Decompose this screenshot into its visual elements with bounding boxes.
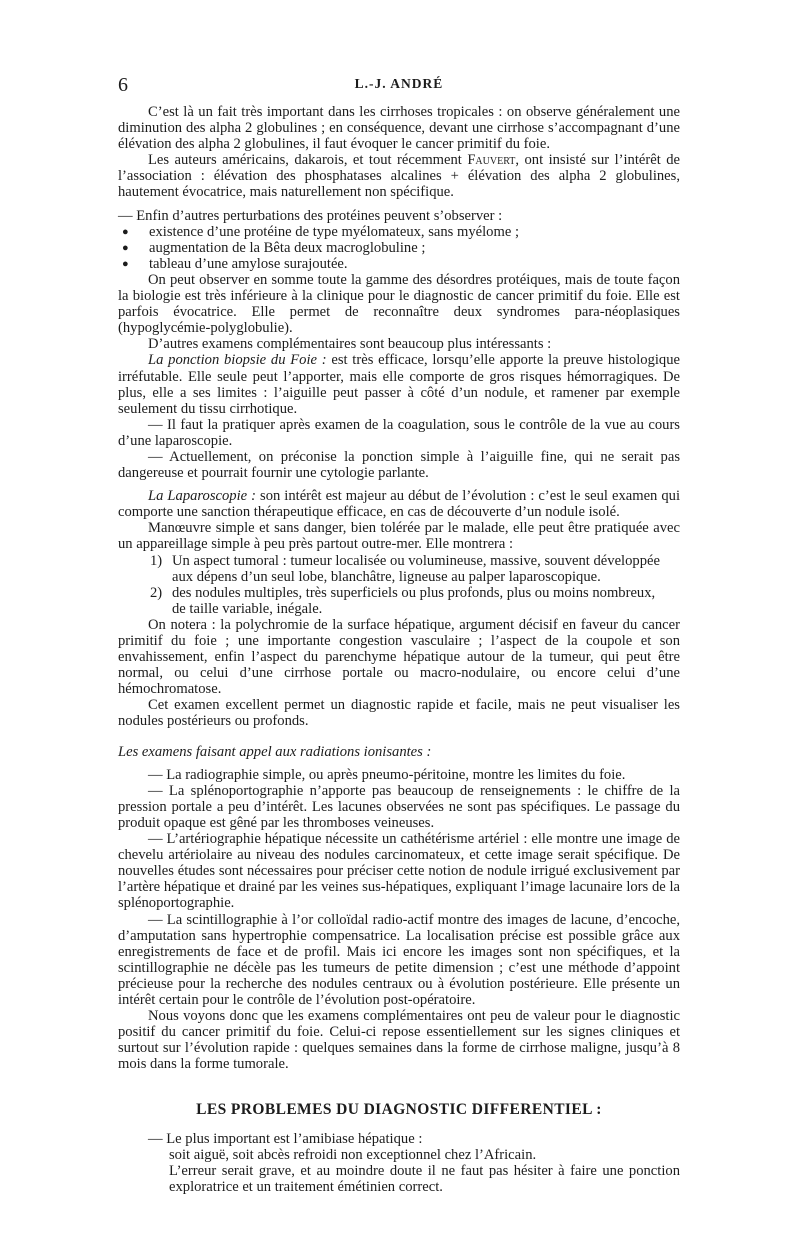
paragraph: — La radiographie simple, ou après pneumo-péritoine, montre les limites du foie.	[148, 766, 626, 783]
subsection-title: La Laparoscopie :	[148, 488, 257, 505]
bullet-item: ● existence d’une protéine de type myélomateux, sans myélome ;	[118, 224, 680, 240]
paragraph: C’est là un fait très important dans les cirrhoses tropicales : on observe généralement une diminution des alpha 2 globulines ; en conséquence, devant une cirrhose s’accompagnant d’une élévation des alpha 2 globulines, il faut évoquer le cancer primitif du foie.	[118, 104, 680, 153]
author-name: Fauvert	[467, 152, 516, 169]
paragraph: — Actuellement, on préconise la ponction simple à l’aiguille fine, qui ne serait pas dangereuse et pourrait fournir une cytologie parlante.	[118, 448, 680, 482]
section-title: LES PROBLEMES DU DIAGNOSTIC DIFFERENTIEL :	[196, 1101, 602, 1119]
paragraph: D’autres examens complémentaires sont beaucoup plus intéressants :	[148, 336, 552, 353]
paragraph: On notera : la polychromie de la surface hépatique, argument décisif en faveur du cancer primitif du foie ; une importante congestion vasculaire ; l’aspect de la coupole et son envahissement, enfin l’aspect du parenchyme hépatique autour de la tumeur, qui peut être normal, ou celui d’une cirrhose portale ou macro-nodulaire, ou encore celui d’une hémochromatose.	[118, 616, 680, 698]
paragraph	[118, 152, 680, 200]
paragraph: On peut observer en somme toute la gamme des désordres protéiques, mais de toute façon la biologie est très inférieure à la clinique pour le diagnostic de cancer primitif du foie. Elle est parfois évocatrice. Elle permet de reconnaître deux syndromes para-néoplasiques (hypoglycémie-polyglobulie).	[118, 271, 680, 337]
item-number: 2)	[150, 584, 163, 601]
paragraph: Manœuvre simple et sans danger, bien tolérée par le malade, elle peut être pratiquée avec un appareillage simple à peu près partout outre-mer. Elle montrera :	[118, 520, 680, 553]
subsection-title	[118, 744, 680, 760]
running-head: L.-J. ANDRÉ	[354, 76, 444, 91]
bullet-item: ● tableau d’une amylose surajoutée.	[118, 256, 680, 272]
item-number: 1)	[150, 552, 163, 569]
paragraph: — Le plus important est l’amibiase hépatique :	[148, 1130, 423, 1147]
paragraph-text: est très efficace, lorsqu’elle apporte la preuve histologique irréfutable. Elle seule peut l’apporter, mais elle comporte de gros risques hémorragiques. De plus, elle a ses limites : l’aiguille peut passer à côté d’un nodule, et ramener par exemple seulement du tissu cirrhotique.	[118, 352, 680, 417]
page-header	[118, 74, 680, 98]
item-text: Un aspect tumoral : tumeur localisée ou volumineuse, massive, souvent développée	[172, 552, 660, 569]
paragraph: — La splénoportographie n’apporte pas beaucoup de renseignements : le chiffre de la pression portale a peu d’intérêt. Les lacunes observées ne sont pas spécifiques. Le passage du produit opaque est gêné par les thromboses veineuses.	[118, 782, 680, 831]
paragraph	[118, 352, 680, 416]
page-number: 6	[118, 74, 128, 96]
paragraph: L’erreur serait grave, et au moindre doute il ne faut pas hésiter à faire une ponction exploratrice et un traitement émétinien correct.	[169, 1162, 680, 1195]
paragraph: — La scintillographie à l’or colloïdal radio-actif montre des images de lacune, d’encoche, d’amputation sans hypertrophie compensatrice. La localisation précise est possible grâce aux enregistrements de face et de profil. Mais ici encore les images sont non spécifiques, et la scintillographie ne décèle pas les tumeurs de petite dimension ; c’est une méthode d’appoint précieuse pour la recherche des nodules centraux ou à évolution postérieure. Elle présente un intérêt certain pour le contrôle de l’évolution post-opératoire.	[118, 911, 680, 1008]
paragraph: — Il faut la pratiquer après examen de la coagulation, sous le contrôle de la vue au cours d’une laparoscopie.	[118, 416, 680, 449]
paragraph: soit aiguë, soit abcès refroidi non exceptionnel chez l’Africain.	[169, 1146, 537, 1163]
subsection-title-text: Les examens faisant appel aux radiations ionisantes :	[118, 743, 432, 760]
document-body	[118, 104, 680, 1195]
numbered-item	[118, 585, 680, 617]
item-text: des nodules multiples, très superficiels ou plus profonds, plus ou moins nombreux,	[172, 584, 656, 601]
subsection-title: La ponction biopsie du Foie :	[148, 352, 327, 369]
bullet-item: ● augmentation de la Bêta deux macroglobuline ;	[118, 240, 680, 256]
paragraph-text: Les auteurs américains, dakarois, et tout récemment	[148, 152, 468, 169]
item-text: de taille variable, inégale.	[172, 600, 323, 617]
item-text: aux dépens d’un seul lobe, blanchâtre, ligneuse au palper laparoscopique.	[172, 568, 601, 585]
paragraph	[118, 488, 680, 520]
paragraph: — Enfin d’autres perturbations des protéines peuvent s’observer :	[118, 207, 503, 224]
paragraph-text: , ont insisté sur l’intérêt de l’association : élévation des phosphatases alcalines + élévation des alpha 2 globulines, hautement évocatrice, mais naturellement non spécifique.	[118, 152, 680, 201]
paragraph: Nous voyons donc que les examens complémentaires ont peu de valeur pour le diagnostic positif du cancer primitif du foie. Celui-ci repose essentiellement sur les signes cliniques et surtout sur l’évolution rapide : quelques semaines dans la forme de cirrhose maligne, jusqu’à 8 mois dans la forme tumorale.	[118, 1008, 680, 1073]
numbered-item	[118, 553, 680, 585]
paragraph-text: son intérêt est majeur au début de l’évolution : c’est le seul examen qui comporte une sanction thérapeutique efficace, en cas de découverte d’un nodule isolé.	[118, 488, 681, 521]
paragraph: Cet examen excellent permet un diagnostic rapide et facile, mais ne peut visualiser les nodules postérieurs ou profonds.	[118, 697, 680, 730]
paragraph: — L’artériographie hépatique nécessite un cathétérisme artériel : elle montre une image de chevelu artériolaire au niveau des nodules carcinomateux, et cette image serait spécifique. De nouvelles études sont nécessaires pour préciser cette notion de nodule irrigué exclusivement par l’artère hépatique et drainé par les veines sus-hépatiques, expliquant l’image lacunaire lors de la splénoportographie.	[118, 831, 680, 912]
